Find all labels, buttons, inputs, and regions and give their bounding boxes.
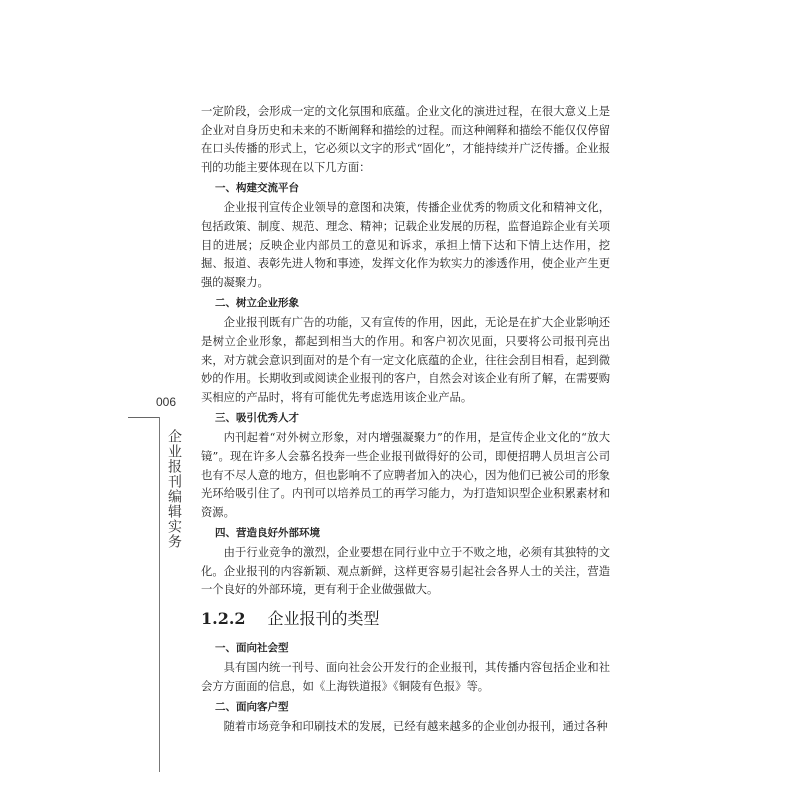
page-number: 006 xyxy=(156,395,177,409)
function-paragraph-1: 企业报刊宣传企业领导的意图和决策，传播企业优秀的物质文化和精神文化，包括政策、制度、规范、理念、精神；记载企业发展的历程，监督追踪企业有关项目的进展；反映企业内部员工的意见和诉求，承担上情下达和下情上达作用，挖掘、报道、表彰先进人物和事迹，发挥文化作为软实力的渗透作用，使企业产生更强的凝聚力。 xyxy=(201,201,610,289)
function-heading-2: 二、树立企业形象 xyxy=(215,297,299,310)
type-paragraph-2: 随着市场竞争和印刷技术的发展，已经有越来越多的企业创办报刊，通过各种 xyxy=(223,720,608,734)
function-paragraph-4: 由于行业竞争的激烈，企业要想在同行业中立于不败之地，必须有其独特的文化。企业报刊的内容新颖、观点新鲜，这样更容易引起社会各界人士的关注，营造一个良好的外部环境，更有利于企业做强做大。 xyxy=(201,546,610,597)
running-book-title: 企业报刊编辑实务 xyxy=(166,429,182,549)
function-heading-3: 三、吸引优秀人才 xyxy=(215,412,299,425)
page-body xyxy=(201,103,610,737)
function-heading-4: 四、营造良好外部环境 xyxy=(215,527,320,540)
section-heading xyxy=(201,608,610,630)
function-paragraph-3: 内刊起着“对外树立形象，对内增强凝聚力”的作用，是宣传企业文化的“放大镜”。现在许多人会慕名投奔一些企业报刊做得好的公司，即便招聘人员坦言公司也有不尽人意的地方，但也影响不了应聘者加入的决心，因为他们已被公司的形象光环给吸引住了。内刊可以培养员工的再学习能力，为打造知识型企业积累素材和资源。 xyxy=(201,431,610,519)
intro-paragraph: 一定阶段，会形成一定的文化氛围和底蕴。企业文化的演进过程，在很大意义上是企业对自身历史和未来的不断阐释和描绘的过程。而这种阐释和描绘不能仅仅停留在口头传播的形式上，它必须以文字的形式“固化”，才能持续并广泛传播。企业报刊的功能主要体现在以下几方面： xyxy=(201,105,610,174)
margin-rule-vertical xyxy=(159,417,160,772)
function-heading-1: 一、构建交流平台 xyxy=(215,182,299,195)
function-paragraph-2: 企业报刊既有广告的功能，又有宣传的作用，因此，无论是在扩大企业影响还是树立企业形象，都起到相当大的作用。和客户初次见面，只要将公司报刊亮出来，对方就会意识到面对的是个有一定文化底蕴的企业，往往会刮目相看，起到微妙的作用。长期收到或阅读企业报刊的客户，自然会对该企业有所了解，在需要购买相应的产品时，将有可能优先考虑选用该企业产品。 xyxy=(201,316,610,404)
type-heading-1: 一、面向社会型 xyxy=(215,642,289,655)
section-number: 1.2.2 xyxy=(201,609,246,629)
section-title: 企业报刊的类型 xyxy=(267,609,380,629)
margin-rule-horizontal xyxy=(128,417,160,418)
type-heading-2: 二、面向客户型 xyxy=(215,701,289,714)
type-paragraph-1: 具有国内统一刊号、面向社会公开发行的企业报刊，其传播内容包括企业和社会方方面面的信息，如《上海铁道报》《铜陵有色报》等。 xyxy=(201,661,610,693)
